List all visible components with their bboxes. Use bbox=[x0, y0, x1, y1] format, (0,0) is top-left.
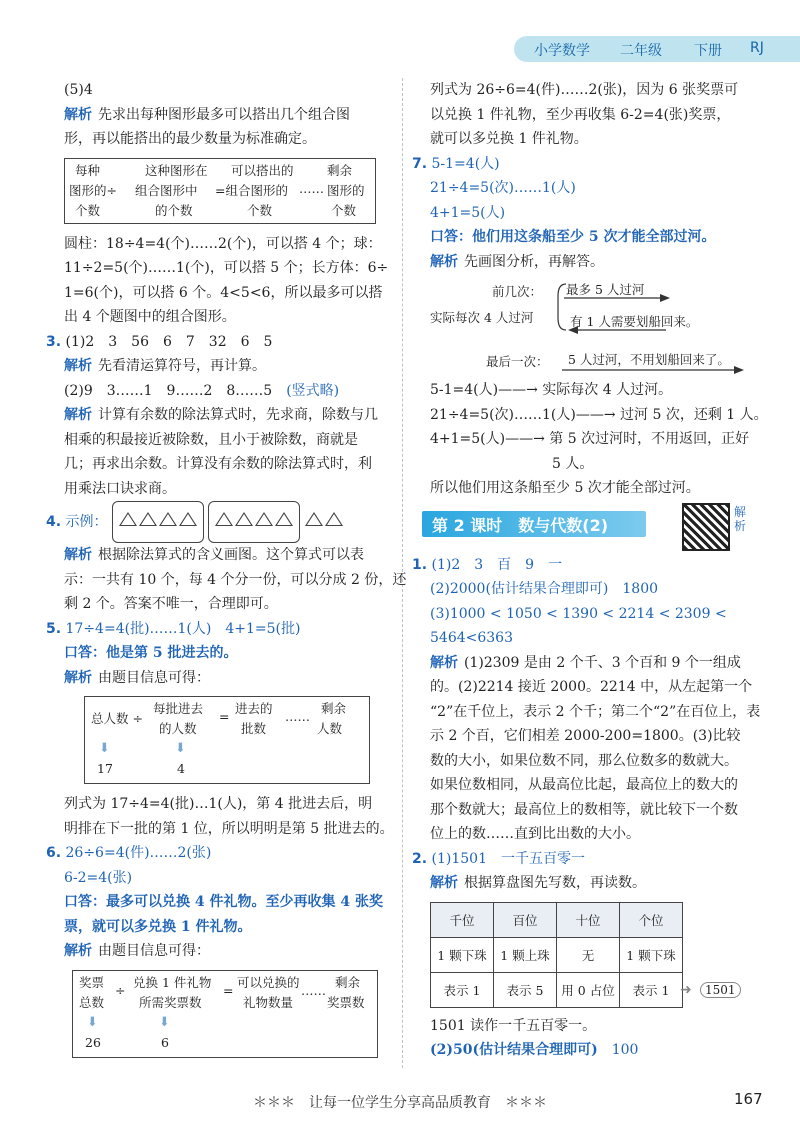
answer-line: 100 bbox=[611, 1042, 639, 1058]
analysis-text: 由题目信息可得： bbox=[98, 943, 210, 959]
box-text: 人数 bbox=[317, 721, 343, 736]
analysis-text: 先看清运算符号，再计算。 bbox=[98, 358, 266, 374]
text-line: 明排在下一批的第 1 位，所以明明是第 5 批进去的。 bbox=[64, 820, 394, 837]
analysis-text: 的。(2)2214 接近 2000。2214 中，从左起第一个 bbox=[430, 679, 753, 695]
table-cell: 1 颗下珠 bbox=[620, 937, 683, 972]
answer-line: 1800 bbox=[622, 581, 659, 597]
page-number: 167 bbox=[734, 1090, 763, 1108]
text-line: 列式为 26÷6=4(件)……2(张)，因为 6 张奖票可 bbox=[430, 82, 739, 98]
down-arrow-icon: ⬇ bbox=[99, 741, 110, 756]
lesson-banner bbox=[422, 504, 747, 545]
box-text: …… bbox=[285, 709, 310, 724]
box-value: 6 bbox=[161, 1034, 169, 1050]
header-subject: 小学数学 bbox=[534, 43, 590, 59]
triangle-icon bbox=[235, 512, 253, 526]
qr-code-icon[interactable] bbox=[682, 503, 730, 551]
answer-line: (3)1000 < 1050 < 1390 < 2214 < 2309 < bbox=[430, 605, 727, 622]
analysis-text: 根据除法算式的含义画图。这个算式可以表 bbox=[98, 547, 364, 563]
analysis-text: 先求出每种图形最多可以搭出几个组合图 bbox=[98, 106, 350, 123]
text-line: 就可以多兑换 1 件礼物。 bbox=[430, 131, 588, 147]
analysis-label: 解析 bbox=[64, 943, 92, 959]
formula-box-people bbox=[84, 696, 370, 784]
box-text: =组合图形的 bbox=[215, 182, 288, 198]
table-header: 百位 bbox=[494, 902, 557, 937]
text-line: 4+1=5(人)——→ 第 5 次过河时，不用返回，正好 bbox=[430, 431, 750, 447]
text-line: 21÷4=5(次)……1(人)——→ 过河 5 次，还剩 1 人。 bbox=[430, 406, 768, 423]
box-text: 个数 bbox=[331, 202, 357, 218]
triangle-icon bbox=[119, 512, 137, 526]
box-text: = bbox=[223, 982, 234, 998]
box-text: 总数 bbox=[79, 994, 105, 1010]
text-line: 1=6(个)，可以搭 6 个。4<5<6，所以最多可以搭 bbox=[64, 284, 383, 301]
box-value: 26 bbox=[85, 1034, 101, 1050]
box-text: 批数 bbox=[241, 721, 267, 736]
text-line: 11÷2=5(个)……1(个)，可以搭 5 个；长方体：6÷ bbox=[64, 260, 389, 276]
box-text: …… bbox=[299, 180, 324, 196]
analysis-text: 示：一共有 10 个，每 4 个分一份，可以分成 2 份，还 bbox=[64, 571, 407, 588]
arrow-right-icon: ➜ bbox=[680, 981, 692, 998]
abacus-table bbox=[430, 902, 683, 1008]
analysis-text: 示 2 个百，它们相差 2000-200=1800。(3)比较 bbox=[430, 728, 741, 744]
table-cell: 1 颗下珠 bbox=[431, 937, 494, 972]
analysis-text: 相乘的积最接近被除数，且小于被除数，商就是 bbox=[64, 431, 358, 448]
diagram-label: 有 1 人需要划船回来。 bbox=[570, 314, 699, 329]
triangle-icon bbox=[305, 512, 323, 526]
box-text: 可以搭出的 bbox=[231, 162, 294, 178]
qr-label[interactable]: 解析 bbox=[734, 504, 747, 533]
header-edition: RJ bbox=[750, 40, 764, 56]
header-volume: 下册 bbox=[694, 43, 722, 59]
analysis-text: 根据算盘图先写数，再读数。 bbox=[464, 875, 646, 891]
diagram-label: 实际每次 4 人过河 bbox=[430, 310, 534, 325]
text-line: 5 人。 bbox=[552, 455, 594, 472]
box-text: 兑换 1 件礼物 bbox=[133, 974, 212, 990]
analysis-text: 由题目信息可得： bbox=[98, 669, 210, 686]
question-number: 4. bbox=[46, 514, 62, 530]
analysis-text: 几；再求出余数。计算没有余数的除法算式时，利 bbox=[64, 456, 372, 472]
triangle-icon bbox=[159, 512, 177, 526]
box-text: 个数 bbox=[247, 202, 273, 218]
answer-line: (1)1501 一千五百零一 bbox=[431, 850, 585, 867]
box-text: 总人数 ÷ bbox=[91, 711, 143, 726]
box-text: 进去的 bbox=[235, 701, 273, 716]
box-text: 剩余 bbox=[327, 162, 353, 178]
answer-line: 26÷6=4(件)……2(张) bbox=[65, 845, 212, 861]
lesson-title: 第 2 课时 数与代数(2) bbox=[432, 515, 609, 535]
right-column bbox=[412, 78, 768, 1063]
analysis-text: 数的大小，如果位数不同，那么位数多的数就大。 bbox=[430, 752, 738, 769]
text-line: 出 4 个题图中的组合图形。 bbox=[64, 309, 236, 325]
text-line: 以兑换 1 件礼物，至少再收集 6-2=4(张)奖票， bbox=[430, 106, 731, 123]
text-line: 所以他们用这条船至少 5 次才能全部过河。 bbox=[430, 480, 700, 496]
triangle-icon bbox=[275, 512, 293, 526]
analysis-text: 用乘法口诀求商。 bbox=[64, 480, 176, 497]
box-text: 组合图形中 bbox=[135, 182, 198, 198]
triangle-group bbox=[208, 501, 300, 543]
table-cell: 表示 5 bbox=[494, 972, 557, 1007]
box-text: 礼物数量 bbox=[243, 994, 294, 1010]
question-number: 5. bbox=[46, 620, 62, 637]
example-label: 示例： bbox=[65, 514, 108, 530]
answer-line: 21÷4=5(次)……1(人) bbox=[430, 180, 576, 196]
box-text: …… bbox=[301, 982, 326, 998]
question-number: 1. bbox=[412, 556, 428, 573]
analysis-text: 位上的数……直到比出数的大小。 bbox=[430, 826, 640, 842]
analysis-text: (1)2309 是由 2 个千、3 个百和 9 个一组成 bbox=[464, 654, 741, 671]
analysis-text: 如果位数相同，从最高位比起，最高位上的数大的 bbox=[430, 777, 738, 793]
text-line: 1501 读作一千五百零一。 bbox=[430, 1017, 597, 1034]
analysis-label: 解析 bbox=[64, 547, 92, 563]
answer-line: 5464<6363 bbox=[430, 630, 513, 646]
table-header: 千位 bbox=[431, 902, 494, 937]
answer-line: (2)50(估计结果合理即可) bbox=[430, 1042, 598, 1058]
box-value: 4 bbox=[177, 761, 185, 776]
analysis-label: 解析 bbox=[64, 358, 92, 374]
table-row bbox=[431, 937, 683, 972]
answer-line: 6-2=4(张) bbox=[64, 869, 133, 886]
oral-answer: 口答：他们用这条船至少 5 次才能全部过河。 bbox=[430, 229, 716, 245]
answer-line: (1)2 3 56 6 7 32 6 5 bbox=[65, 333, 273, 350]
table-header: 十位 bbox=[557, 902, 620, 937]
answer-line: (5)4 bbox=[64, 82, 93, 98]
triangle-icon bbox=[215, 512, 233, 526]
analysis-text: 先画图分析，再解答。 bbox=[464, 253, 604, 270]
box-text: 图形的÷ bbox=[69, 182, 117, 198]
table-cell: 1 颗上珠 bbox=[494, 937, 557, 972]
down-arrow-icon: ⬇ bbox=[159, 1014, 170, 1030]
triangle-icon bbox=[139, 512, 157, 526]
analysis-text: 计算有余数的除法算式时，先求商，除数与几 bbox=[98, 407, 378, 423]
analysis-label: 解析 bbox=[430, 875, 458, 891]
table-cell: 表示 1 bbox=[620, 972, 683, 1007]
box-text: = bbox=[219, 709, 230, 724]
oral-answer: 口答：他是第 5 批进去的。 bbox=[64, 645, 238, 661]
text-line: 圆柱：18÷4=4(个)……2(个)，可以搭 4 个；球： bbox=[64, 235, 382, 252]
diagram-label: 5 人过河，不用划船回来了。 bbox=[568, 352, 730, 367]
triangle-group bbox=[112, 501, 204, 543]
header-grade: 二年级 bbox=[620, 43, 662, 59]
analysis-label: 解析 bbox=[64, 407, 92, 423]
analysis-label: 解析 bbox=[64, 106, 92, 123]
box-text: 每批进去 bbox=[153, 701, 204, 716]
answer-line: (2)9 3……1 9……2 8……5 bbox=[64, 382, 273, 399]
answer-line: 5-1=4(人) bbox=[431, 155, 500, 172]
box-text: 可以兑换的 bbox=[237, 974, 300, 990]
abacus-table-wrap bbox=[430, 902, 746, 1008]
text-line: 5-1=4(人)——→ 实际每次 4 人过河。 bbox=[430, 382, 673, 398]
analysis-text: 剩 2 个。答案不唯一，合理即可。 bbox=[64, 596, 278, 612]
analysis-text: 形，再以能搭出的最少数量为标准确定。 bbox=[64, 131, 316, 147]
analysis-label: 解析 bbox=[430, 654, 458, 671]
box-text: ÷ bbox=[115, 982, 126, 998]
down-arrow-icon: ⬇ bbox=[87, 1014, 98, 1030]
table-row bbox=[431, 972, 683, 1007]
table-header: 个位 bbox=[620, 902, 683, 937]
note-text: (竖式略) bbox=[286, 382, 340, 399]
down-arrow-icon: ⬇ bbox=[175, 741, 186, 756]
analysis-text: 那个数就大；最高位上的数相等，就比较下一个数 bbox=[430, 801, 738, 818]
question-number: 6. bbox=[46, 845, 62, 861]
footer-slogan: ＊＊＊ 让每一位学生分享高品质教育 ＊＊＊ bbox=[253, 1095, 547, 1111]
table-cell: 表示 1 bbox=[431, 972, 494, 1007]
table-row bbox=[431, 902, 683, 937]
header-banner bbox=[514, 36, 800, 62]
diagram-label: 最后一次： bbox=[486, 354, 549, 369]
question-number: 3. bbox=[46, 333, 62, 350]
answer-line: 17÷4=4(批)……1(人) 4+1=5(批) bbox=[65, 620, 301, 637]
triangle-icon bbox=[179, 512, 197, 526]
result-value: 1501 bbox=[700, 982, 741, 998]
oral-answer: 口答：最多可以兑换 4 件礼物。至少再收集 4 张奖 bbox=[64, 894, 383, 910]
diagram-label: 前几次： bbox=[492, 284, 543, 299]
analysis-text: “2”在千位上，表示 2 个千；第二个“2”在百位上，表 bbox=[430, 703, 761, 720]
box-text: 剩余 bbox=[335, 974, 361, 990]
river-crossing-diagram bbox=[430, 274, 746, 378]
box-text: 所需奖票数 bbox=[139, 994, 202, 1010]
text-line: 列式为 17÷4=4(批)…1(人)，第 4 批进去后，明 bbox=[64, 796, 373, 812]
box-text: 每种 bbox=[75, 162, 101, 178]
analysis-label: 解析 bbox=[430, 253, 458, 270]
box-text: 奖票 bbox=[79, 974, 105, 990]
triangle-icon bbox=[325, 512, 343, 526]
box-text: 剩余 bbox=[321, 701, 347, 716]
box-text: 图形的 bbox=[327, 182, 365, 198]
box-text: 的人数 bbox=[159, 721, 197, 736]
box-text: 奖票数 bbox=[327, 994, 365, 1010]
formula-box-tickets bbox=[72, 970, 378, 1058]
formula-box-shapes bbox=[64, 158, 376, 224]
question-number: 2. bbox=[412, 850, 428, 867]
box-value: 17 bbox=[97, 761, 113, 776]
box-text: 的个数 bbox=[155, 202, 193, 218]
oral-answer: 票，就可以多兑换 1 件礼物。 bbox=[64, 918, 252, 935]
table-cell: 用 0 占位 bbox=[557, 972, 620, 1007]
answer-line: (2)2000(估计结果合理即可) bbox=[430, 581, 609, 597]
box-text: 这种图形在 bbox=[145, 162, 208, 178]
table-cell: 无 bbox=[557, 937, 620, 972]
left-column bbox=[46, 78, 407, 1066]
diagram-label: 最多 5 人过河 bbox=[566, 282, 645, 297]
analysis-label: 解析 bbox=[64, 669, 92, 686]
answer-line: (1)2 3 百 9 一 bbox=[431, 556, 563, 573]
question-number: 7. bbox=[412, 155, 428, 172]
answer-line: 4+1=5(人) bbox=[430, 204, 506, 221]
box-text: 个数 bbox=[75, 202, 101, 218]
triangle-icon bbox=[255, 512, 273, 526]
